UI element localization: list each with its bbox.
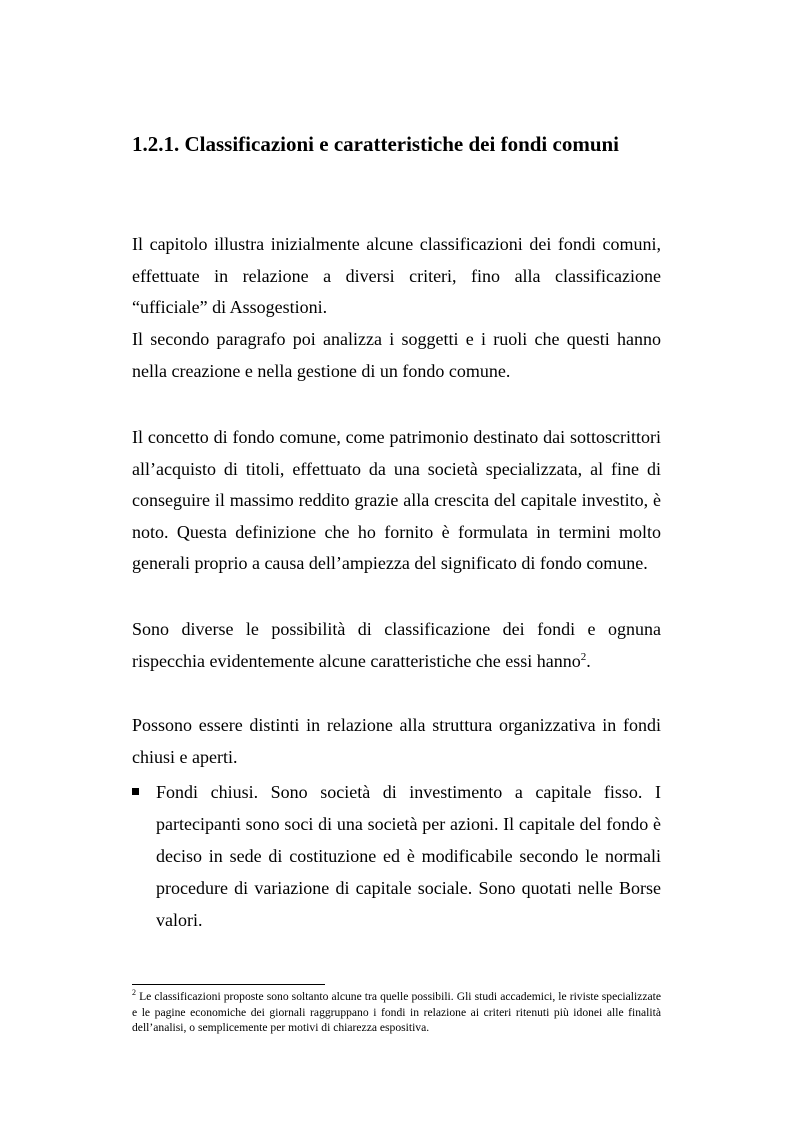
footnote-reference[interactable]: 2: [580, 650, 587, 663]
paragraph-concept: Il concetto di fondo comune, come patrimonio destinato dai sottoscrittori all’acquisto di titoli, effettuato da una società specializzata, al fine di conseguire il massimo reddito grazie alla crescita del capitale investito, è noto. Questa definizione che ho fornito è formulata in termini molto generali proprio a causa dell’ampiezza del significato di fondo comune.: [132, 427, 661, 573]
footnote-text: Le classificazioni proposte sono soltanto alcune tra quelle possibili. Gli studi accademici, le riviste specializzate e le pagine economiche dei giornali raggruppano i fondi in relazione ai criteri ritenuti più idonei alle finalità dell’analisi, o semplicemente per motivi di chiarezza espositiva.: [132, 990, 661, 1034]
paragraph-classification-text: Sono diverse le possibilità di classificazione dei fondi e ognuna rispecchia evidentemente alcune caratteristiche che essi hanno: [132, 619, 661, 671]
paragraph-second: Il secondo paragrafo poi analizza i soggetti e i ruoli che questi hanno nella creazione e nella gestione di un fondo comune.: [132, 329, 661, 381]
footnote: [132, 989, 661, 1036]
footnote-number: 2: [132, 988, 136, 997]
footnote-divider: [132, 984, 325, 985]
bullet-item-text: Fondi chiusi. Sono società di investimento a capitale fisso. I partecipanti sono soci di una società per azioni. Il capitale del fondo è deciso in sede di costituzione ed è modificabile secondo le normali procedure di variazione di capitale sociale. Sono quotati nelle Borse valori.: [156, 782, 661, 930]
square-bullet-icon: [132, 788, 139, 795]
paragraph-classification-end: .: [586, 650, 591, 671]
bullet-item: [132, 776, 661, 936]
section-heading: 1.2.1. Classificazioni e caratteristiche dei fondi comuni: [132, 132, 620, 156]
paragraph-intro: Il capitolo illustra inizialmente alcune classificazioni dei fondi comuni, effettuate in relazione a diversi criteri, fino alla classificazione “ufficiale” di Assogestioni.: [132, 234, 661, 317]
paragraph-classification: [132, 614, 661, 677]
paragraph-structure: Possono essere distinti in relazione alla struttura organizzativa in fondi chiusi e aperti.: [132, 715, 661, 767]
